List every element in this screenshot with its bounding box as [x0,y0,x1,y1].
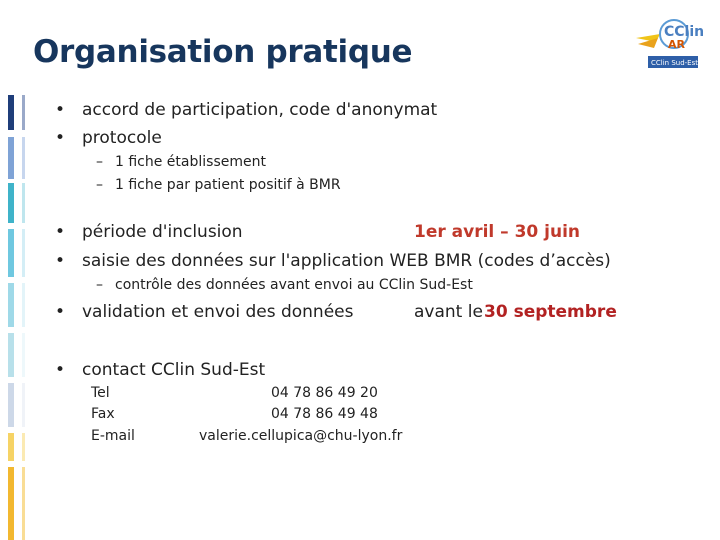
bullet-text: période d'inclusion [82,222,243,242]
svg-text:AR: AR [668,38,685,51]
contact-label: Fax [91,406,115,422]
deadline-prefix: avant le [414,302,483,322]
sub-item: contrôle des données avant envoi au CClin Sud-Est [115,277,473,293]
contact-value: 04 78 86 49 48 [271,406,378,422]
svg-text:CClin: CClin [664,24,705,40]
svg-text:CClin Sud-Est: CClin Sud-Est [651,59,698,67]
bullet-marker: • [55,222,66,242]
decorative-sidebar [0,95,34,540]
bullet-marker: • [55,360,66,380]
sub-dash: – [96,154,103,170]
sub-item: 1 fiche par patient positif à BMR [115,177,341,193]
sub-dash: – [96,277,103,293]
bullet-marker: • [55,100,66,120]
bullet-text: contact CClin Sud-Est [82,360,266,380]
bullet-text: saisie des données sur l'application WEB BMR (codes d’accès) [82,251,611,271]
deadline-value: 30 septembre [484,302,617,322]
email-link[interactable]: valerie.cellupica@chu-lyon.fr [199,428,403,444]
contact-label: Tel [91,385,110,401]
bullet-marker: • [55,251,66,271]
contact-label: E-mail [91,428,135,444]
bullet-marker: • [55,128,66,148]
sub-item: 1 fiche établissement [115,154,266,170]
cclin-logo [630,8,710,70]
bullet-text: validation et envoi des données [82,302,354,322]
contact-value: 04 78 86 49 20 [271,385,378,401]
bullet-text: accord de participation, code d'anonymat [82,100,438,120]
bullet-text: protocole [82,128,162,148]
slide-title: Organisation pratique [33,34,413,70]
sub-dash: – [96,177,103,193]
bullet-marker: • [55,302,66,322]
inclusion-period-value: 1er avril – 30 juin [414,222,581,242]
